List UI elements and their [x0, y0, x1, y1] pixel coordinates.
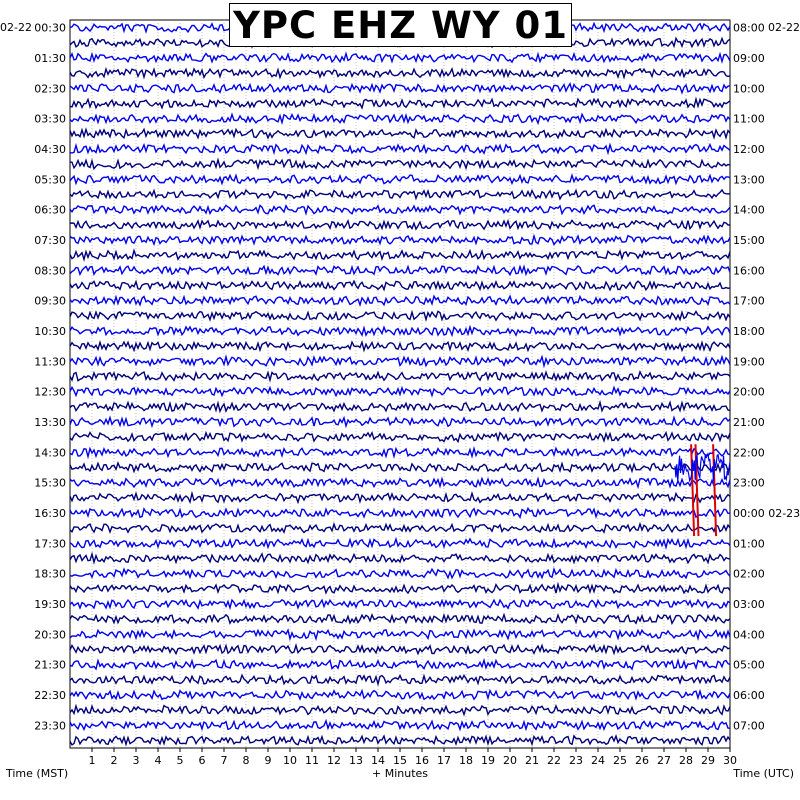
- right-time-label: 04:00: [733, 628, 765, 642]
- x-tick-label: 11: [305, 754, 319, 767]
- left-time-label: 09:30: [34, 294, 66, 308]
- x-tick-label: 12: [327, 754, 341, 767]
- left-time-label: 15:30: [34, 476, 66, 490]
- left-time-label: 20:30: [34, 628, 66, 642]
- left-time-label: 17:30: [34, 537, 66, 551]
- x-tick-label: 21: [525, 754, 539, 767]
- right-time-label: 08:00: [733, 21, 765, 35]
- right-time-label: 13:00: [733, 173, 765, 187]
- right-time-label: 18:00: [733, 324, 765, 338]
- right-time-label: 01:00: [733, 537, 765, 551]
- right-time-label: 00:00 02-23: [733, 506, 800, 520]
- x-tick-label: 22: [547, 754, 561, 767]
- right-time-label: 03:00: [733, 597, 765, 611]
- right-time-labels: [733, 22, 800, 733]
- left-time-label: 21:30: [34, 658, 66, 672]
- left-time-label: 11:30: [34, 355, 66, 369]
- right-time-label: 16:00: [733, 264, 765, 278]
- x-tick-label: 6: [198, 754, 206, 767]
- left-time-label: 12:30: [34, 385, 66, 399]
- right-time-label: 15:00: [733, 233, 765, 247]
- x-tick-label: 2: [110, 754, 118, 767]
- left-date-label: 02-22: [0, 21, 32, 34]
- left-time-label: 18:30: [34, 567, 66, 581]
- right-time-label: 17:00: [733, 294, 765, 308]
- right-time-label: 09:00: [733, 51, 765, 65]
- x-tick-label: 10: [283, 754, 297, 767]
- left-time-label: 00:30: [34, 21, 66, 35]
- left-time-label: 08:30: [34, 264, 66, 278]
- x-tick-label: 25: [613, 754, 627, 767]
- left-time-label: 10:30: [34, 324, 66, 338]
- station-title-box: [229, 3, 572, 47]
- x-tick-label: 8: [242, 754, 250, 767]
- x-tick-label: 1: [88, 754, 96, 767]
- right-time-label: 07:00: [733, 719, 765, 733]
- right-time-label: 14:00: [733, 203, 765, 217]
- x-tick-label: 24: [591, 754, 605, 767]
- x-tick-label: 3: [132, 754, 140, 767]
- right-time-label: 19:00: [733, 355, 765, 369]
- left-axis-title: Time (MST): [6, 767, 69, 780]
- right-date-label: 02-22: [768, 21, 800, 34]
- left-time-label: 01:30: [34, 51, 66, 65]
- x-axis-ticks: [89, 748, 738, 767]
- x-tick-label: 29: [701, 754, 715, 767]
- left-time-label: 06:30: [34, 203, 66, 217]
- x-tick-label: 4: [154, 754, 162, 767]
- left-time-label: 16:30: [34, 506, 66, 520]
- right-time-label: 06:00: [733, 688, 765, 702]
- x-tick-label: 7: [220, 754, 228, 767]
- right-time-label: 10:00: [733, 82, 765, 96]
- right-time-label: 05:00: [733, 658, 765, 672]
- left-time-labels: [34, 22, 66, 733]
- right-axis-title: Time (UTC): [733, 767, 794, 780]
- x-tick-label: 28: [679, 754, 693, 767]
- x-tick-label: 17: [437, 754, 451, 767]
- x-tick-label: 26: [635, 754, 649, 767]
- x-tick-label: 18: [459, 754, 473, 767]
- right-time-label: 11:00: [733, 112, 765, 126]
- station-title: YPC EHZ WY 01: [233, 3, 568, 47]
- x-tick-label: 5: [176, 754, 184, 767]
- x-tick-label: 14: [371, 754, 385, 767]
- x-tick-label: 19: [481, 754, 495, 767]
- x-axis-title: + Minutes: [371, 767, 429, 780]
- x-tick-label: 15: [393, 754, 407, 767]
- right-time-label: 22:00: [733, 446, 765, 460]
- x-tick-label: 16: [415, 754, 429, 767]
- x-tick-label: 30: [723, 754, 737, 767]
- x-tick-label: 27: [657, 754, 671, 767]
- x-tick-label: 13: [349, 754, 363, 767]
- x-tick-label: 20: [503, 754, 517, 767]
- right-time-label: 20:00: [733, 385, 765, 399]
- left-time-label: 02:30: [34, 82, 66, 96]
- right-time-label: 12:00: [733, 142, 765, 156]
- left-time-label: 07:30: [34, 233, 66, 247]
- left-time-label: 05:30: [34, 173, 66, 187]
- left-time-label: 04:30: [34, 142, 66, 156]
- left-time-label: 23:30: [34, 719, 66, 733]
- left-time-label: 13:30: [34, 415, 66, 429]
- left-time-label: 03:30: [34, 112, 66, 126]
- right-time-label: 02:00: [733, 567, 765, 581]
- x-tick-label: 23: [569, 754, 583, 767]
- x-tick-label: 9: [264, 754, 272, 767]
- left-time-label: 22:30: [34, 688, 66, 702]
- left-time-label: 19:30: [34, 597, 66, 611]
- right-time-label: 23:00: [733, 476, 765, 490]
- left-time-label: 14:30: [34, 446, 66, 460]
- right-time-label: 21:00: [733, 415, 765, 429]
